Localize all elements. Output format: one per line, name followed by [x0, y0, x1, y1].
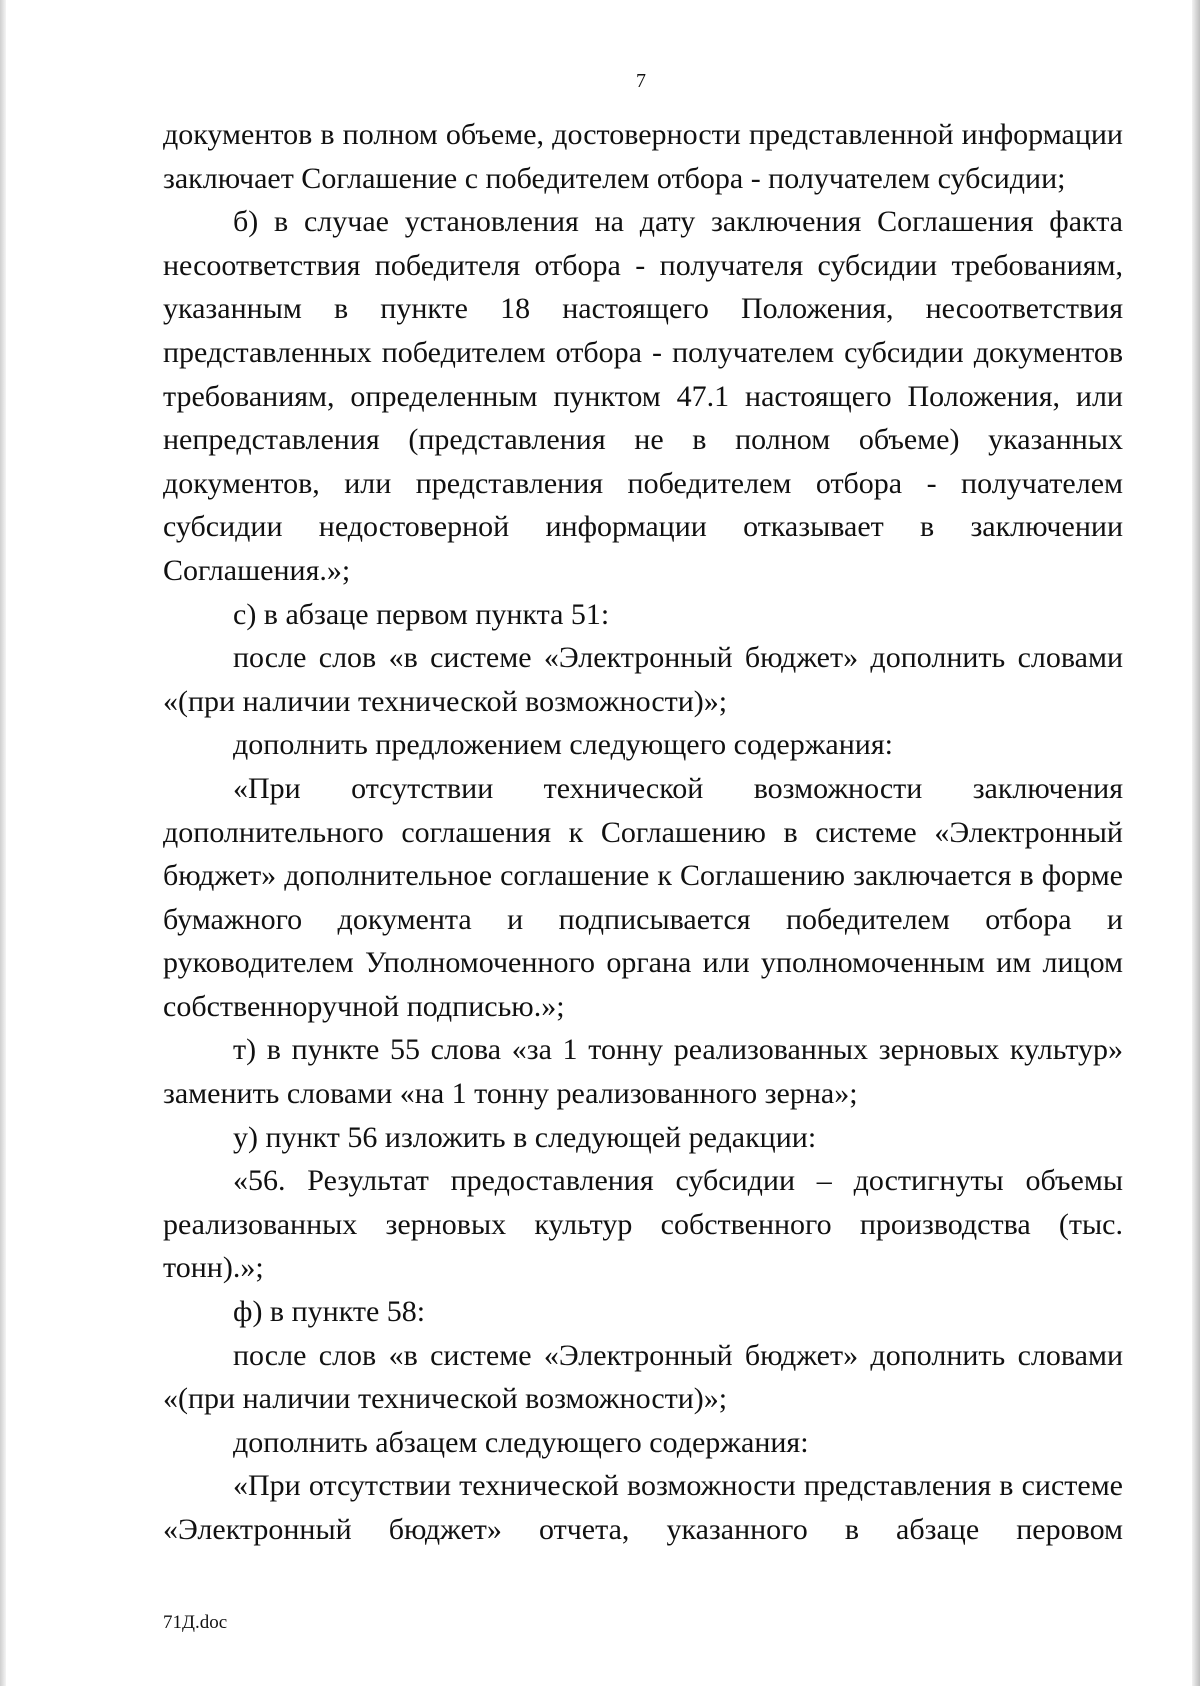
paragraph-5: дополнить предложением следующего содержания:	[233, 728, 893, 762]
paragraph-9: «56. Результат предоставления субсидии – достигнуты объемы реализованных зерновых культур собственного производства (тыс. тонн).»;	[163, 1164, 1123, 1285]
paragraph-4: после слов «в системе «Электронный бюджет» дополнить словами «(при наличии технической возможности)»;	[163, 641, 1123, 718]
paragraph-12: дополнить абзацем следующего содержания:	[233, 1425, 809, 1459]
paragraph-2: б) в случае установления на дату заключения Соглашения факта несоответствия победителя отбора - получателя субсидии требованиям, указанным в пункте 18 настоящего Положения, несоответствия представленных победителем отбора - получателем субсидии документов требованиям, определенным пунктом 47.1 настоящего Положения, или непредставления (представления не в полном объеме) указанных документов, или представления победителем отбора - получателем субсидии недостоверной информации отказывает в заключении Соглашения.»;	[163, 205, 1123, 587]
paragraph-7: т) в пункте 55 слова «за 1 тонну реализованных зерновых культур» заменить словами «на 1 тонну реализованного зерна»;	[163, 1033, 1123, 1111]
paragraph-11: после слов «в системе «Электронный бюджет» дополнить словами «(при наличии технической возможности)»;	[163, 1338, 1123, 1416]
scan-edge-left	[0, 0, 6, 1686]
document-body	[163, 113, 1123, 1552]
page-number: 7	[636, 70, 646, 92]
paragraph-3: с) в абзаце первом пункта 51:	[233, 597, 610, 631]
paragraph-1: документов в полном объеме, достоверности представленной информации заключает Соглашение с победителем отбора - получателем субсидии;	[163, 118, 1123, 195]
scan-edge-right	[1192, 0, 1200, 1686]
paragraph-8: у) пункт 56 изложить в следующей редакции:	[233, 1120, 817, 1154]
footer-file-code: 71Д.doc	[163, 1612, 228, 1633]
paragraph-6: «При отсутствии технической возможности заключения дополнительного соглашения к Соглашению в системе «Электронный бюджет» дополнительное соглашение к Соглашению заключается в форме бумажного документа и подписывается победителем отбора и руководителем Уполномоченного органа или уполномоченным им лицом собственноручной подписью.»;	[163, 771, 1123, 1023]
paragraph-10: ф) в пункте 58:	[233, 1295, 426, 1329]
paragraph-13: «При отсутствии технической возможности представления в системе «Электронный бюджет» отчета, указанного в абзаце перовом	[163, 1469, 1123, 1546]
